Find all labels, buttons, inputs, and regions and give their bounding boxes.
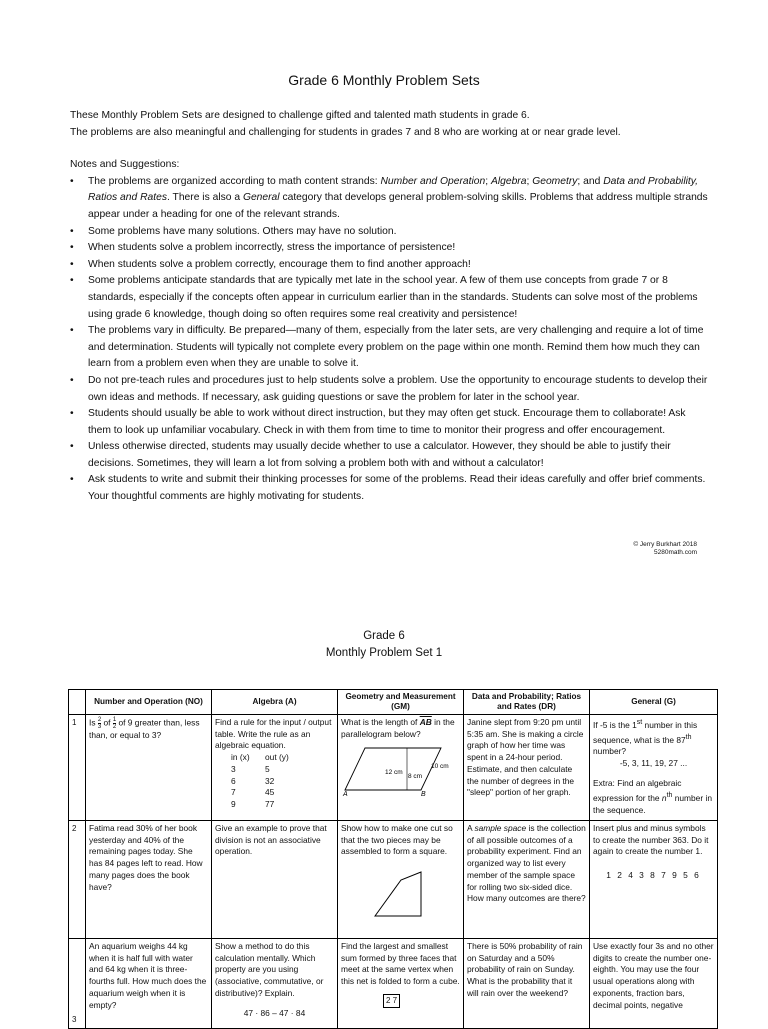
- note-item: • Ask students to write and submit their thinking processes for some of the problems. Read their ideas carefully and offer brief comments. Your thoughtful comments are highly motivating for students.: [70, 472, 710, 505]
- fraction: $\frac{2}{3}$: [97, 717, 102, 730]
- parallelogram-figure: [341, 740, 459, 796]
- problem-cell-general: Insert plus and minus symbols to create the number 363. Do it again to create the number 1. 1 2 4 3 8 7 9 5 6: [590, 821, 718, 939]
- problem-set-title: [0, 628, 768, 662]
- note-item: • Unless otherwise directed, students may usually decide whether to use a calculator. However, they should be able to justify their decisions. Sometimes, they will learn a lot from solving a problem both with and without a calculator!: [70, 439, 710, 472]
- page-title: Grade 6 Monthly Problem Sets: [288, 72, 480, 88]
- problem-cell-data: Janine slept from 9:20 pm until 5:35 am. She is making a circle graph of how her time was spent in a 24-hour period. Estimate, and then calculate the number of degrees in the "sleep" portion of her graph.: [464, 715, 590, 821]
- cube-net-figure: 2 7: [383, 994, 400, 1008]
- note-item: • When students solve a problem correctly, encourage them to find another approach!: [70, 257, 710, 274]
- column-header: Number and Operation (NO): [86, 690, 212, 715]
- problem-cell-geometry: Show how to make one cut so that the two pieces may be assembled to form a square.: [338, 821, 464, 939]
- note-item: • Some problems have many solutions. Others may have no solution.: [70, 224, 710, 241]
- notes-heading: Notes and Suggestions:: [70, 159, 180, 171]
- row-number: 3: [69, 939, 86, 1029]
- note-item: • The problems are organized according to math content strands: Number and Operation; Algebra; Geometry; and Data and Probability, Ratios and Rates. There is also a General category that develops general problem-solving skills. Problems that address multiple strands appear under a heading for one of the relevant strands.: [70, 174, 710, 224]
- problem-table: [68, 689, 718, 1029]
- copyright-credit: [633, 541, 697, 557]
- problem-cell-geometry: Find the largest and smallest sum formed by three faces that meet at the same vertex when this net is folded to form a cube. 2 7: [338, 939, 464, 1029]
- problem-cell-general: If -5 is the 1st number in this sequence, what is the 87th number? -5, 3, 11, 19, 27 ... Extra: Find an algebraic expression for the $n^{th}$ number in the sequence.: [590, 715, 718, 821]
- column-header: Data and Probability; Ratios and Rates (DR): [464, 690, 590, 715]
- table-header-row: [69, 690, 718, 715]
- copyright-line: © Jerry Burkhart 2018: [633, 541, 697, 548]
- io-table: in (x) out (y) 3 5 6 32 7 45 9 77: [231, 752, 289, 809]
- svg-text:8 cm: 8 cm: [408, 773, 423, 781]
- column-header: General (G): [590, 690, 718, 715]
- table-row: [69, 821, 718, 939]
- intro-block: [70, 108, 710, 506]
- cut-shape-figure: [341, 858, 459, 922]
- set-label: Monthly Problem Set 1: [325, 647, 443, 659]
- row-number: 2: [69, 821, 86, 939]
- note-item: • Students should usually be able to work without direct instruction, but they may often get stuck. Encourage them to collaborate! Ask them to look up unfamiliar vocabulary. Check in with them from time to time to monitor their progress and offer encouragement.: [70, 406, 710, 439]
- table-row: [69, 715, 718, 821]
- problem-cell-algebra: Find a rule for the input / output table. Write the rule as an algebraic equation. in (x) out (y) 3 5 6 32 7 45 9 77: [212, 715, 338, 821]
- note-item: • When students solve a problem incorrectly, stress the importance of persistence!: [70, 240, 710, 257]
- website-line: 5280math.com: [654, 549, 697, 556]
- problem-cell-general: Use exactly four 3s and no other digits to create the number one-eighth. You may use the four usual operations along with exponents, fraction bars, decimal points, negative: [590, 939, 718, 1029]
- row-number: 1: [69, 715, 86, 821]
- notes-list: [70, 174, 710, 506]
- row-number-header: [69, 690, 86, 715]
- grade-label: Grade 6: [363, 630, 405, 642]
- problem-cell-geometry: What is the length of $\overline{AB}$ in the parallelogram below? A B 12 cm 10 cm 8 cm: [338, 715, 464, 821]
- problem-cell-no: Is $\frac{2}{3}$ of $\frac{1}{2}$ of 9 greater than, less than, or equal to 3?: [86, 715, 212, 821]
- svg-text:12 cm: 12 cm: [385, 769, 403, 777]
- column-header: Algebra (A): [212, 690, 338, 715]
- note-item: • Do not pre-teach rules and procedures just to help students solve a problem. Use the opportunity to encourage students to develop their own ideas and methods. If necessary, ask guiding questions or save the problem for later in the school year.: [70, 373, 710, 406]
- intro-line: The problems are also meaningful and challenging for students in grades 7 and 8 who are working at or near grade level.: [70, 126, 621, 138]
- column-header: Geometry and Measurement (GM): [338, 690, 464, 715]
- fraction: $\frac{1}{2}$: [112, 717, 117, 730]
- problem-cell-no: Fatima read 30% of her book yesterday and 40% of the remaining pages today. She has 84 pages left to read. How many pages does the book have?: [86, 821, 212, 939]
- problem-cell-data: There is 50% probability of rain on Saturday and a 50% probability of rain on Sunday. What is the probability that it will rain over the weekend?: [464, 939, 590, 1029]
- problem-cell-no: An aquarium weighs 44 kg when it is half full with water and 64 kg when it is three-fourths full. How much does the aquarium weigh when it is empty?: [86, 939, 212, 1029]
- problem-cell-algebra: Show a method to do this calculation mentally. Which property are you using (associative, commutative, or distributive)? Explain. 47 · 86 – 47 · 84: [212, 939, 338, 1029]
- problem-cell-algebra: Give an example to prove that division is not an associative operation.: [212, 821, 338, 939]
- svg-text:A: A: [343, 791, 348, 797]
- note-item: • Some problems anticipate standards that are typically met late in the school year. A few of them use concepts from grade 7 or 8 standards, especially if the concepts often appear in curriculum earlier than in the standards. Students can solve most of the problems using grade 6 knowledge, though doing so often requires some real creativity and persistence!: [70, 273, 710, 323]
- svg-text:B: B: [421, 791, 426, 797]
- intro-line: These Monthly Problem Sets are designed to challenge gifted and talented math students in grade 6.: [70, 110, 530, 121]
- problem-cell-data: A sample space is the collection of all possible outcomes of a probability experiment. Find an organized way to list every member of the sample space for rolling two six-sided dice. How many outcomes are there?: [464, 821, 590, 939]
- svg-text:10 cm: 10 cm: [431, 763, 449, 771]
- note-item: • The problems vary in difficulty. Be prepared—many of them, especially from the later sets, are very challenging and require a lot of time and determination. Students will typically not complete every problem on the page within one month. Remind them how much they can learn from a problem even when they are unable to solve it.: [70, 323, 710, 373]
- table-row: [69, 939, 718, 1029]
